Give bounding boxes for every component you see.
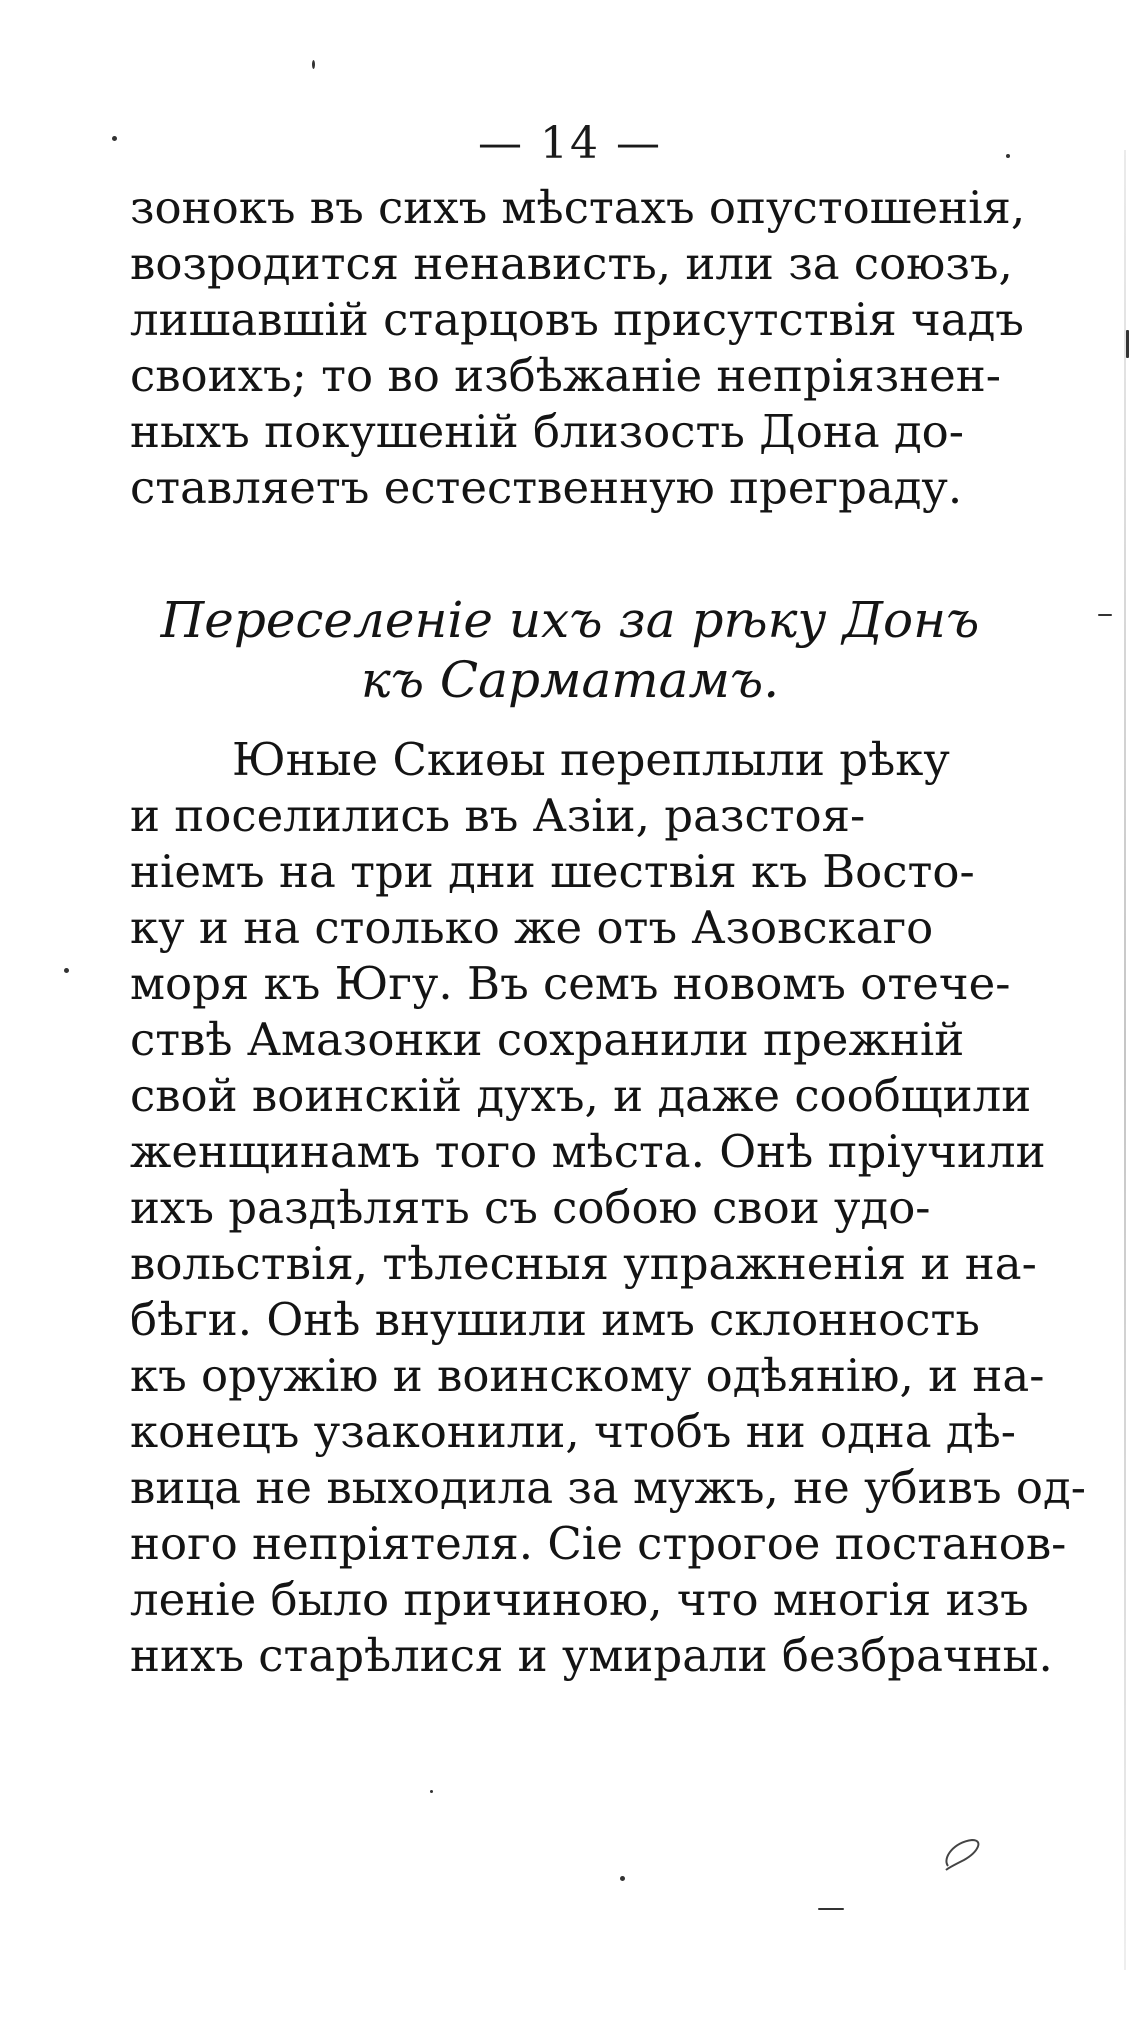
paragraph2-line-1: Юные Скиѳы переплыли рѣку <box>232 733 950 786</box>
scan-speck <box>112 136 117 141</box>
section-heading-line-2: къ Сарматамъ. <box>360 651 780 709</box>
scan-speck <box>430 1790 433 1793</box>
paragraph2-line-8: женщинамъ того мѣста. Онѣ пріучили <box>130 1125 1046 1178</box>
paragraph2-line-10: вольствія, тѣлесныя упражненія и на- <box>130 1237 1037 1290</box>
paragraph1-line-5: ныхъ покушеній близость Дона до- <box>130 405 964 458</box>
scan-speck <box>1126 330 1129 358</box>
paragraph2-line-12: къ оружію и воинскому одѣянію, и на- <box>130 1349 1045 1402</box>
scan-speck <box>1098 614 1112 616</box>
paragraph2-line-14: вица не выходила за мужъ, не убивъ од- <box>130 1461 1086 1514</box>
pencil-mark-icon <box>940 1836 990 1876</box>
scan-speck <box>620 1876 625 1881</box>
paragraph1-line-3: лишавшій старцовъ присутствія чадъ <box>130 293 1024 346</box>
scan-margin-line <box>1124 150 1126 1970</box>
section-heading-line-1: Переселеніе ихъ за рѣку Донъ <box>160 591 980 649</box>
paragraph2-line-7: свой воинскій духъ, и даже сообщили <box>130 1069 1032 1122</box>
paragraph2-line-13: конецъ узаконили, чтобъ ни одна дѣ- <box>130 1405 1016 1458</box>
paragraph2-line-9: ихъ раздѣлять съ собою свои удо- <box>130 1181 931 1234</box>
paragraph1-line-4: своихъ; то во избѣжаніе непріязнен- <box>130 349 1001 402</box>
paragraph2-line-6: ствѣ Амазонки сохранили прежній <box>130 1013 965 1066</box>
paragraph1-line-2: возродится ненависть, или за союзъ, <box>130 237 1013 290</box>
paragraph1-line-6: ставляетъ естественную преграду. <box>130 461 963 514</box>
scan-speck <box>1006 154 1010 158</box>
paragraph2-line-15: ного непріятеля. Сіе строгое постанов- <box>130 1517 1067 1570</box>
paragraph2-line-4: ку и на столько же отъ Азовскаго <box>130 901 934 954</box>
paragraph2-line-11: бѣги. Онѣ внушили имъ склонность <box>130 1293 980 1346</box>
paragraph2-line-3: ніемъ на три дни шествія къ Восто- <box>130 845 975 898</box>
scan-speck <box>312 60 315 69</box>
paragraph2-line-5: моря къ Югу. Въ семъ новомъ отече- <box>130 957 1011 1010</box>
scan-speck <box>64 968 69 973</box>
paragraph2-line-16: леніе было причиною, что многія изъ <box>130 1573 1029 1626</box>
scan-speck <box>818 1908 844 1910</box>
page-number: — 14 — <box>478 118 662 169</box>
paragraph2-line-17: нихъ старѣлися и умирали безбрачны. <box>130 1629 1053 1682</box>
paragraph2-line-2: и поселились въ Азіи, разстоя- <box>130 789 866 842</box>
paragraph1-line-1: зонокъ въ сихъ мѣстахъ опустошенія, <box>130 181 1026 234</box>
